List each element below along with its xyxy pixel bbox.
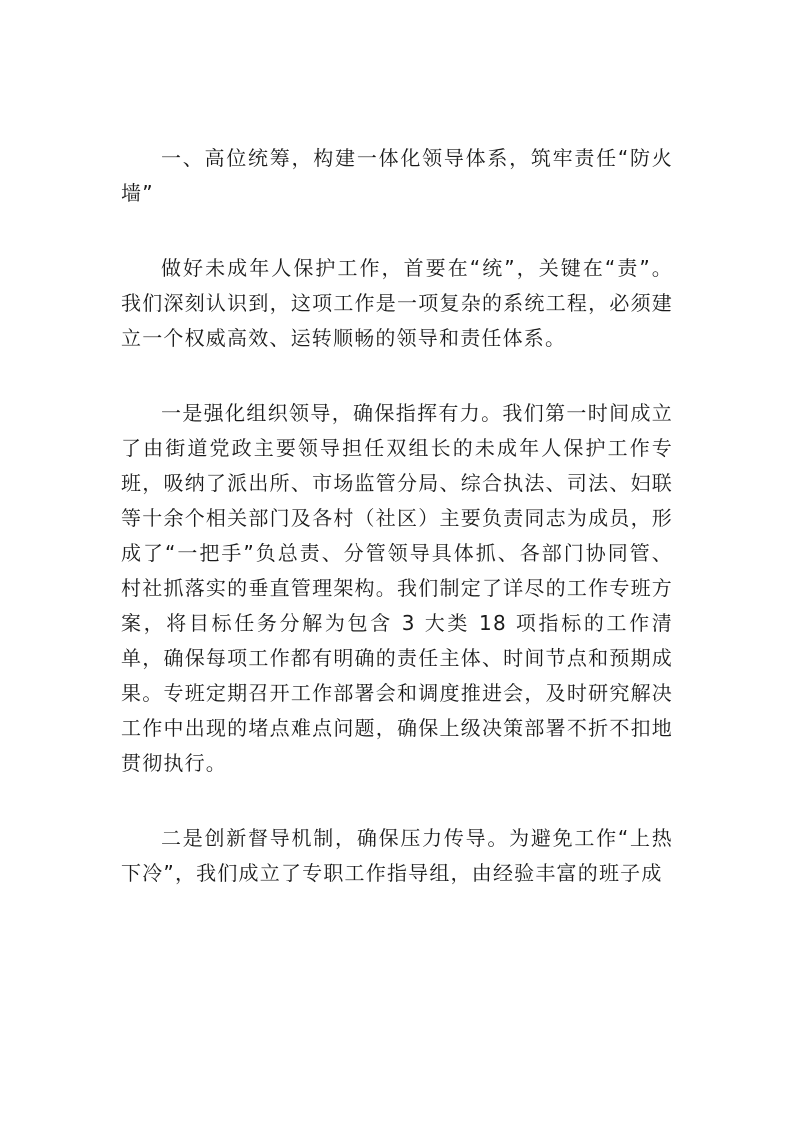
paragraph-organization: 一是强化组织领导，确保指挥有力。我们第一时间成立了由街道党政主要领导担任双组长的未成年人保护工作专班，吸纳了派出所、市场监管分局、综合执法、司法、妇联等十余个相关部门及各村（社区）主要负责同志为成员，形成了“一把手”负总责、分管领导具体抓、各部门协同管、村社抓落实的垂直管理架构。我们制定了详尽的工作专班方案，将目标任务分解为包含 3 大类 18 项指标的工作清单，确保每项工作都有明确的责任主体、时间节点和预期成果。专班定期召开工作部署会和调度推进会，及时研究解决工作中出现的堵点难点问题，确保上级决策部署不折不扣地贯彻执行。: [121, 401, 673, 775]
paragraph-intro: 做好未成年人保护工作，首要在“统”，关键在“责”。我们深刻认识到，这项工作是一项复杂的系统工程，必须建立一个权威高效、运转顺畅的领导和责任体系。: [121, 256, 673, 350]
paragraph-supervision: 二是创新督导机制，确保压力传导。为避免工作“上热下冷”，我们成立了专职工作指导组，由经验丰富的班子成: [121, 826, 673, 885]
section-heading: 一、高位统筹，构建一体化领导体系，筑牢责任“防火墙”: [121, 146, 673, 205]
